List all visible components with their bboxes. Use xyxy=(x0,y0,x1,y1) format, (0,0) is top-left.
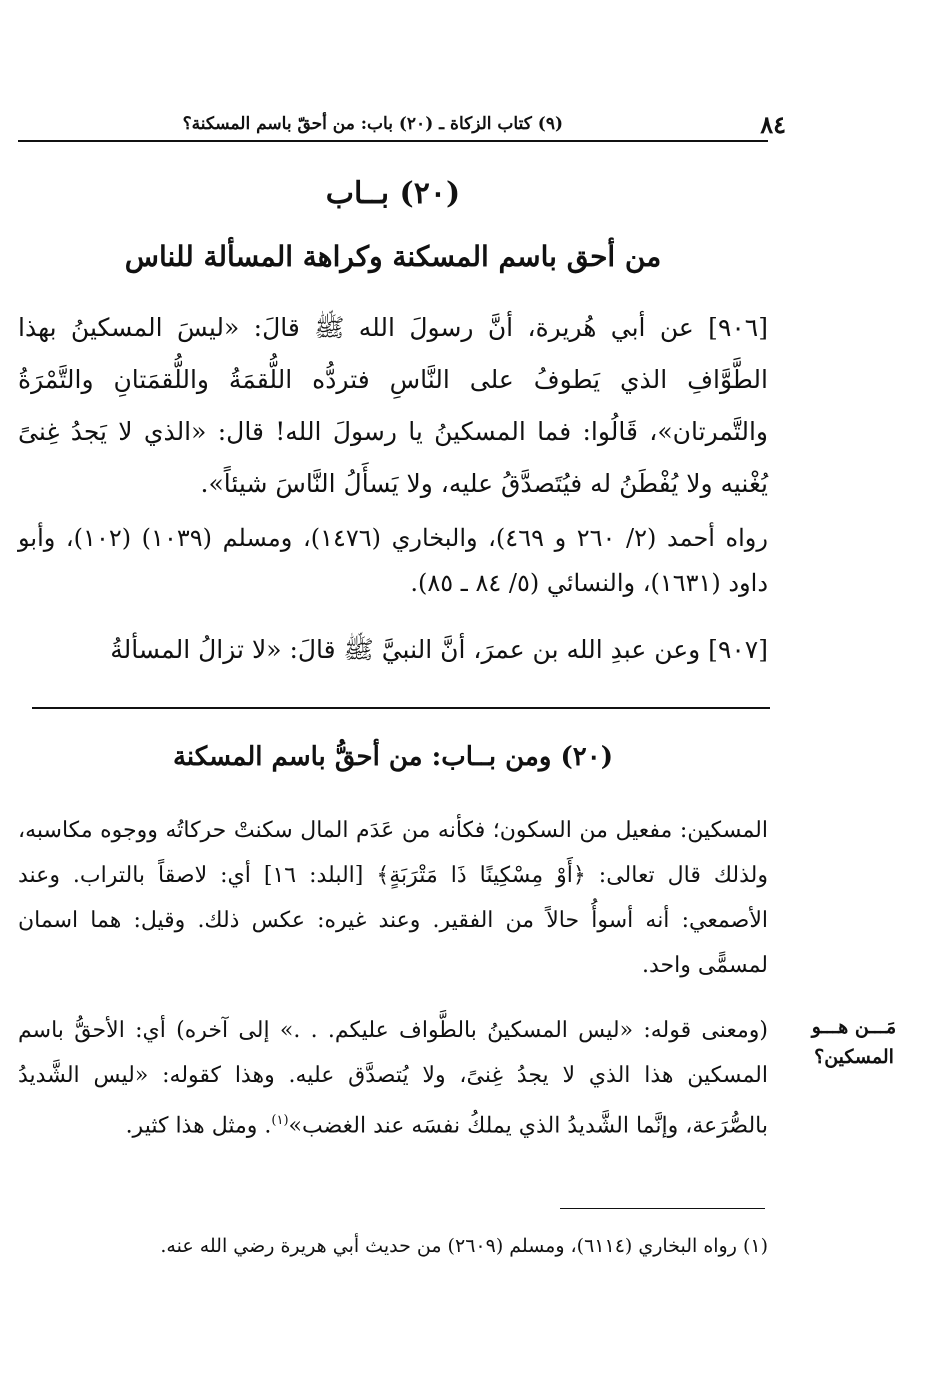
footnote: (١) رواه البخاري (٦١١٤)، ومسلم (٢٦٠٩) من حديث أبي هريرة رضي الله عنه. xyxy=(160,1235,768,1257)
commentary-text-tail: . ومثل هذا كثير. xyxy=(125,1113,272,1139)
footnote-reference[interactable]: (١) xyxy=(271,1113,289,1128)
hadith-907: [٩٠٧] وعن عبدِ الله بن عمرَ، أنَّ النبيَّ ﷺ قالَ: «لا تزالُ المسألةُ xyxy=(110,635,768,664)
chapter-number: (٢٠) بــاب xyxy=(325,176,461,211)
hadith-source: رواه أحمد (٢/ ٢٦٠ و ٤٦٩)، والبخاري (١٤٧٦)، ومسلم (١٠٣٩) (١٠٢)، وأبو داود (١٦٣١)، والنسائي (٥/ ٨٤ ـ ٨٥). xyxy=(18,524,768,597)
chapter-title: من أحق باسم المسكنة وكراهة المسألة للناس xyxy=(124,240,662,273)
margin-note: مَـــن هـــو المسكين؟ xyxy=(811,1016,897,1068)
running-title: (٩) كتاب الزكاة ـ (٢٠) باب: من أحقّ باسم المسكنة؟ xyxy=(182,114,563,134)
page-number: ٨٤ xyxy=(760,110,786,139)
commentary-title: (٢٠) ومن بــاب: من أحقُّ باسم المسكنة xyxy=(172,742,614,772)
commentary-paragraph: المسكين: مفعيل من السكون؛ فكأنه من عَدَم المال سكنتْ حركاتُه ووجوه مكاسبه، ولذلك قال تعالى: ﴿أَوْ مِسْكِينًا ذَا مَتْرَبَةٍ﴾ [البلد: ١٦] أي: لاصقاً بالتراب. وعند الأصمعي: أنه أسوأُ حالاً من الفقير. وعند غيره: عكس ذلك. وقيل: هما اسمان لمسمًّى واحد. xyxy=(18,818,768,978)
section-divider xyxy=(32,707,770,709)
page-header xyxy=(18,108,786,142)
footnote-rule xyxy=(560,1208,765,1209)
hadith-906: [٩٠٦] عن أبي هُريرة، أنَّ رسولَ الله ﷺ قالَ: «ليسَ المسكينُ بهذا الطَّوَّافِ الذي يَطوفُ على النَّاسِ فتردُّه اللُّقمَةُ واللُّقمَتانِ والتَّمْرَةُ والتَّمرتان»، قَالُوا: فما المسكينُ يا رسولَ الله! قال: «الذي لا يَجدُ غِنىً يُغْنيه ولا يُفْطَنُ له فيُتَصدَّقُ عليه، ولا يَسأَلُ النَّاسَ شيئاً». xyxy=(18,313,768,498)
commentary-text: (ومعنى قوله: «ليس المسكينُ بالطَّواف عليكم. . .» إلى آخره) أي: الأحقُّ باسم المسكين هذا الذي لا يجدُ غِنىً، ولا يُتصدَّق عليه. وهذا كقوله: «ليس الشَّديدُ بالصُّرَعة، وإنَّما الشَّديدُ الذي يملكُ نفسَه عند الغضب» xyxy=(18,1018,768,1139)
commentary-paragraph xyxy=(18,1008,768,1148)
